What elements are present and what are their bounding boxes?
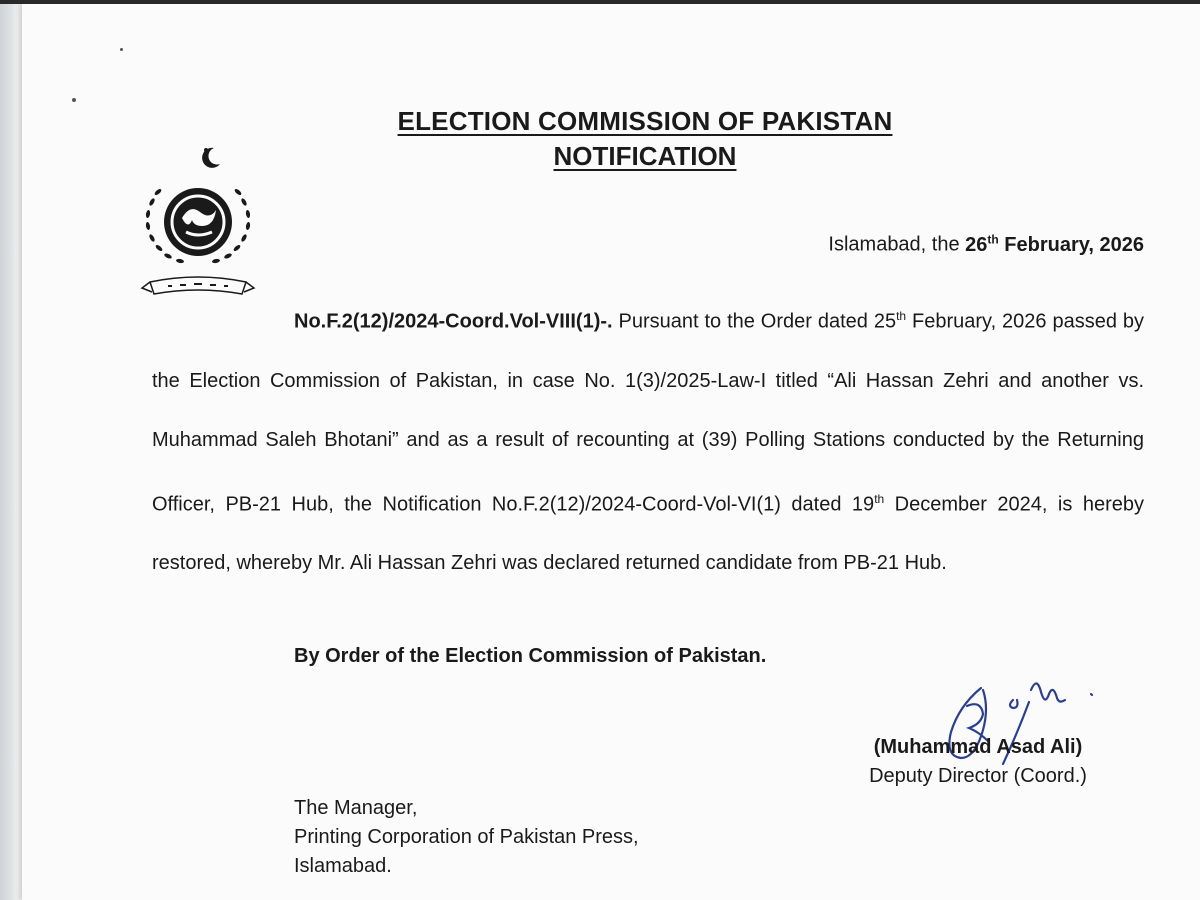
body-text-part-1: Pursuant to the Order dated 25 xyxy=(612,310,897,333)
body-superscript-2: th xyxy=(874,491,885,506)
address-line-1: The Manager, xyxy=(294,797,418,819)
by-order-line: By Order of the Election Commission of Pakistan. xyxy=(294,645,767,667)
document-header xyxy=(380,104,910,174)
notification-heading: NOTIFICATION xyxy=(553,141,737,171)
notification-reference-number: No.F.2(12)/2024-Coord.Vol-VIII(1)-. xyxy=(294,310,613,333)
dateline-month-year: February, 2026 xyxy=(998,233,1144,256)
signatory-designation: Deputy Director (Coord.) xyxy=(869,765,1087,787)
address-line-3: Islamabad. xyxy=(294,855,392,877)
address-line-2: Printing Corporation of Pakistan Press, xyxy=(294,826,639,848)
notification-body xyxy=(152,287,1144,593)
recipient-address xyxy=(294,794,639,881)
dateline-date xyxy=(965,234,1144,256)
signatory-name: (Muhammad Asad Ali) xyxy=(873,736,1083,758)
dateline-day: 26 xyxy=(965,233,988,256)
page-title: ELECTION COMMISSION OF PAKISTAN xyxy=(397,106,893,136)
body-text-part-3: December 2024, is hereby restored, whereby Mr. Ali Hassan Zehri was declared returned candidate from PB-21 Hub. xyxy=(152,493,1144,575)
body-paragraph xyxy=(152,287,1144,593)
scan-speck xyxy=(120,48,123,51)
dateline-place: Islamabad, the xyxy=(828,233,966,256)
dateline-day-suffix: th xyxy=(987,232,999,246)
body-text-part-2: February, 2026 passed by the Election Commission of Pakistan, in case No. 1(3)/2025-Law-I titled “Ali Hassan Zehri and another vs. Muhammad Saleh Bhotani” and as a result of recounting at (39) Polling Stations conducted by the Returning Officer, PB-21 Hub, the Notification No.F.2(12)/2024-Coord-Vol-VI(1) dated 19 xyxy=(152,310,1144,516)
signatory-block xyxy=(858,733,1098,791)
dateline xyxy=(828,232,1144,257)
body-superscript-1: th xyxy=(896,309,907,323)
scan-speck xyxy=(72,98,76,102)
scan-left-margin xyxy=(0,0,14,900)
